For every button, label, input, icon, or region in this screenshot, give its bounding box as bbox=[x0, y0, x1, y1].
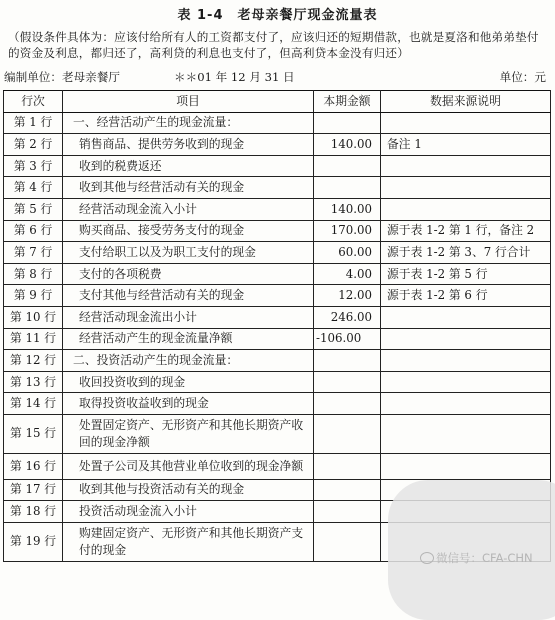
row-item: 支付给职工以及为职工支付的现金 bbox=[63, 242, 314, 264]
meta-row bbox=[4, 69, 546, 85]
row-line: 第 11 行 bbox=[4, 328, 63, 350]
col-header-item: 项目 bbox=[63, 91, 314, 113]
row-item: 收到其他与经营活动有关的现金 bbox=[63, 177, 314, 199]
row-source bbox=[381, 306, 551, 328]
table-row bbox=[4, 285, 551, 307]
col-header-source: 数据来源说明 bbox=[381, 91, 551, 113]
table-number: 表 1-4 bbox=[177, 8, 224, 23]
row-line: 第 3 行 bbox=[4, 155, 63, 177]
row-item: 支付其他与经营活动有关的现金 bbox=[63, 285, 314, 307]
row-amount bbox=[314, 453, 381, 479]
table-header-row bbox=[4, 91, 551, 113]
row-item: 收到的税费返还 bbox=[63, 155, 314, 177]
row-amount: 170.00 bbox=[314, 220, 381, 242]
row-amount: -106.00 bbox=[314, 328, 381, 350]
row-line: 第 7 行 bbox=[4, 242, 63, 264]
row-amount bbox=[314, 414, 381, 453]
row-line: 第 18 行 bbox=[4, 501, 63, 523]
row-line: 第 12 行 bbox=[4, 350, 63, 372]
row-line: 第 13 行 bbox=[4, 371, 63, 393]
row-amount bbox=[314, 393, 381, 415]
row-amount bbox=[314, 501, 381, 523]
row-line: 第 9 行 bbox=[4, 285, 63, 307]
row-amount bbox=[314, 371, 381, 393]
assumption-note: （假设条件具体为：应该付给所有人的工资都支付了，应该归还的短期借款，也就是夏洛和他弟弟垫付的资金及利息，都归还了，高利贷的利息也支付了，但高利贷本金没有归还） bbox=[8, 30, 539, 60]
row-source: 源于表 1-2 第 5 行 bbox=[381, 263, 551, 285]
row-item: 经营活动现金流入小计 bbox=[63, 198, 314, 220]
row-item: 收回投资收到的现金 bbox=[63, 371, 314, 393]
row-source bbox=[381, 393, 551, 415]
table-row bbox=[4, 350, 551, 372]
row-line: 第 4 行 bbox=[4, 177, 63, 199]
table-row bbox=[4, 112, 551, 134]
row-line: 第 16 行 bbox=[4, 453, 63, 479]
row-source bbox=[381, 328, 551, 350]
col-header-amount: 本期金额 bbox=[314, 91, 381, 113]
wechat-icon bbox=[420, 552, 434, 564]
row-source bbox=[381, 177, 551, 199]
row-line: 第 15 行 bbox=[4, 414, 63, 453]
row-source bbox=[381, 112, 551, 134]
row-line: 第 1 行 bbox=[4, 112, 63, 134]
row-amount: 4.00 bbox=[314, 263, 381, 285]
table-row bbox=[4, 242, 551, 264]
row-source bbox=[381, 371, 551, 393]
table-row bbox=[4, 306, 551, 328]
row-item: 处置子公司及其他营业单位收到的现金净额 bbox=[63, 453, 314, 479]
row-item: 取得投资收益收到的现金 bbox=[63, 393, 314, 415]
row-line: 第 2 行 bbox=[4, 134, 63, 156]
preparer-label: 编制单位：老母亲餐厅 bbox=[4, 70, 120, 84]
row-amount bbox=[314, 177, 381, 199]
row-item: 经营活动现金流出小计 bbox=[63, 306, 314, 328]
row-source: 源于表 1-2 第 6 行 bbox=[381, 285, 551, 307]
table-row bbox=[4, 155, 551, 177]
row-amount: 140.00 bbox=[314, 198, 381, 220]
table-row bbox=[4, 198, 551, 220]
row-line: 第 19 行 bbox=[4, 522, 63, 561]
row-line: 第 10 行 bbox=[4, 306, 63, 328]
row-amount bbox=[314, 112, 381, 134]
row-item: 处置固定资产、无形资产和其他长期资产收回的现金净额 bbox=[63, 414, 314, 453]
row-item: 购买商品、接受劳务支付的现金 bbox=[63, 220, 314, 242]
row-item: 购建固定资产、无形资产和其他长期资产支付的现金 bbox=[63, 522, 314, 561]
row-source bbox=[381, 155, 551, 177]
row-item: 投资活动现金流入小计 bbox=[63, 501, 314, 523]
row-amount: 60.00 bbox=[314, 242, 381, 264]
row-line: 第 8 行 bbox=[4, 263, 63, 285]
table-row bbox=[4, 328, 551, 350]
table-row bbox=[4, 220, 551, 242]
table-row bbox=[4, 393, 551, 415]
row-source: 备注 1 bbox=[381, 134, 551, 156]
row-line: 第 6 行 bbox=[4, 220, 63, 242]
table-row bbox=[4, 414, 551, 453]
row-line: 第 14 行 bbox=[4, 393, 63, 415]
row-amount bbox=[314, 155, 381, 177]
row-source: 源于表 1-2 第 1 行，备注 2 bbox=[381, 220, 551, 242]
row-amount bbox=[314, 350, 381, 372]
row-item: 收到其他与投资活动有关的现金 bbox=[63, 479, 314, 501]
table-title bbox=[0, 4, 555, 23]
row-line: 第 17 行 bbox=[4, 479, 63, 501]
row-amount bbox=[314, 479, 381, 501]
report-date: ＊＊01 年 12 月 31 日 bbox=[174, 70, 295, 84]
row-line: 第 5 行 bbox=[4, 198, 63, 220]
table-row bbox=[4, 134, 551, 156]
row-item: 销售商品、提供劳务收到的现金 bbox=[63, 134, 314, 156]
col-header-line: 行次 bbox=[4, 91, 63, 113]
row-amount: 246.00 bbox=[314, 306, 381, 328]
table-row bbox=[4, 453, 551, 479]
row-source bbox=[381, 453, 551, 479]
row-item: 支付的各项税费 bbox=[63, 263, 314, 285]
row-source bbox=[381, 198, 551, 220]
table-row bbox=[4, 177, 551, 199]
row-source: 源于表 1-2 第 3、7 行合计 bbox=[381, 242, 551, 264]
row-source bbox=[381, 350, 551, 372]
table-title-text: 老母亲餐厅现金流量表 bbox=[237, 8, 378, 23]
row-amount: 12.00 bbox=[314, 285, 381, 307]
row-amount: 140.00 bbox=[314, 134, 381, 156]
currency-unit: 单位：元 bbox=[499, 70, 546, 84]
table-row bbox=[4, 263, 551, 285]
row-item: 经营活动产生的现金流量净额 bbox=[63, 328, 314, 350]
row-source bbox=[381, 414, 551, 453]
table-row bbox=[4, 371, 551, 393]
row-amount bbox=[314, 522, 381, 561]
watermark-text: 微信号：CFA-CHN bbox=[436, 551, 533, 565]
row-item: 二、投资活动产生的现金流量： bbox=[63, 350, 314, 372]
row-item: 一、经营活动产生的现金流量： bbox=[63, 112, 314, 134]
